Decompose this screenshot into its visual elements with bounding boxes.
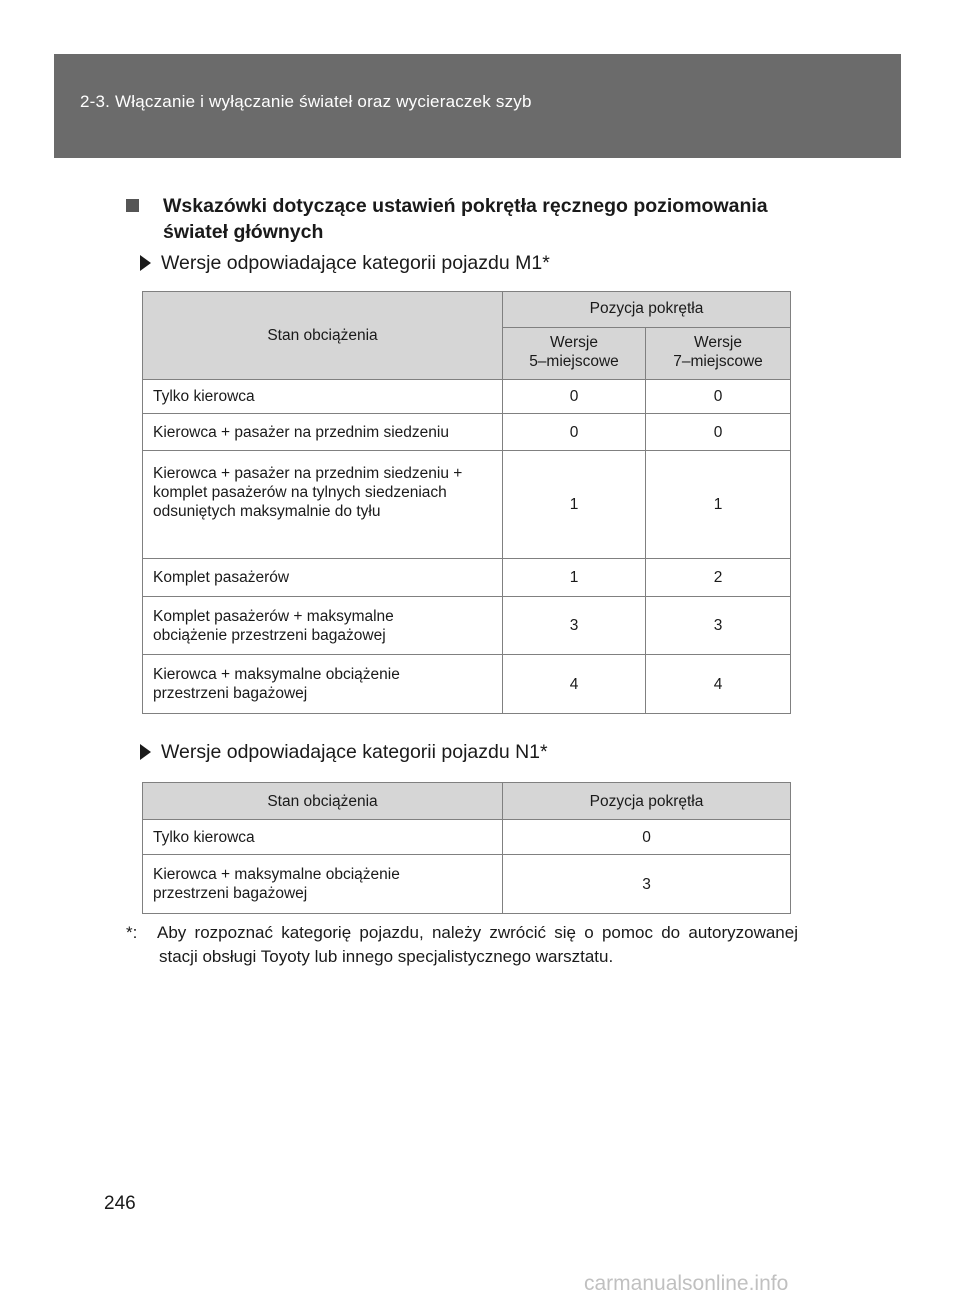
- table-row: [143, 451, 791, 559]
- value-7-seat: 3: [646, 597, 791, 655]
- m1-table: [142, 291, 791, 714]
- table-row: [143, 855, 791, 914]
- n1-col-load: Stan obciążenia: [143, 783, 503, 820]
- table-row: [143, 414, 791, 451]
- row-label: Kierowca + pasażer na przednim siedzeniu: [143, 414, 503, 451]
- value-7-seat: 2: [646, 559, 791, 597]
- table-row: [143, 820, 791, 855]
- value-5-seat: 3: [503, 597, 646, 655]
- value-7-seat: 0: [646, 414, 791, 451]
- section-heading: [126, 193, 806, 245]
- chapter-header: [54, 54, 901, 158]
- triangle-bullet-icon: [140, 744, 151, 760]
- row-label: Kierowca + pasażer na przednim siedzeniu + komplet pasażerów na tylnych siedzeniach odsuniętych maksymalnie do tyłu: [143, 451, 503, 559]
- table-row: [143, 655, 791, 714]
- table-row: [143, 597, 791, 655]
- value-5-seat: 1: [503, 559, 646, 597]
- footnote-mark: *:: [126, 923, 138, 942]
- value-7-seat: 1: [646, 451, 791, 559]
- m1-heading: [140, 251, 550, 275]
- row-label: Kierowca + maksymalne obciążenie przestrzeni bagażowej: [143, 855, 503, 914]
- footnote: [126, 921, 798, 969]
- page-number: 246: [104, 1193, 136, 1214]
- n1-heading: [140, 740, 548, 764]
- table-row: [143, 380, 791, 414]
- footnote-text: Aby rozpoznać kategorię pojazdu, należy zwrócić się o pomoc do autoryzowanej stacji obsługi Toyoty lub innego specjalistycznego warsztatu.: [157, 923, 798, 966]
- row-label: Tylko kierowca: [143, 820, 503, 855]
- square-bullet-icon: [126, 199, 139, 212]
- m1-col-position: Pozycja pokrętła: [503, 292, 791, 328]
- m1-col-7-seat: Wersje 7–miejscowe: [646, 328, 791, 380]
- dial-position-value: 0: [503, 820, 791, 855]
- row-label: Komplet pasażerów: [143, 559, 503, 597]
- m1-col-load: Stan obciążenia: [143, 292, 503, 380]
- row-label: Tylko kierowca: [143, 380, 503, 414]
- value-5-seat: 0: [503, 414, 646, 451]
- chapter-title: 2-3. Włączanie i wyłączanie świateł oraz wycieraczek szyb: [80, 92, 532, 111]
- n1-table: [142, 782, 791, 914]
- m1-heading-text: Wersje odpowiadające kategorii pojazdu M1*: [161, 252, 550, 274]
- value-7-seat: 4: [646, 655, 791, 714]
- value-5-seat: 1: [503, 451, 646, 559]
- row-label: Kierowca + maksymalne obciążenie przestrzeni bagażowej: [143, 655, 503, 714]
- value-5-seat: 0: [503, 380, 646, 414]
- watermark: carmanualsonline.info: [584, 1272, 789, 1295]
- row-label: Komplet pasażerów + maksymalne obciążenie przestrzeni bagażowej: [143, 597, 503, 655]
- triangle-bullet-icon: [140, 255, 151, 271]
- value-7-seat: 0: [646, 380, 791, 414]
- value-5-seat: 4: [503, 655, 646, 714]
- n1-col-position: Pozycja pokrętła: [503, 783, 791, 820]
- m1-col-5-seat: Wersje 5–miejscowe: [503, 328, 646, 380]
- n1-heading-text: Wersje odpowiadające kategorii pojazdu N1*: [161, 741, 548, 763]
- table-row: [143, 559, 791, 597]
- dial-position-value: 3: [503, 855, 791, 914]
- section-heading-text: Wskazówki dotyczące ustawień pokrętła ręcznego poziomowania świateł głównych: [163, 195, 768, 243]
